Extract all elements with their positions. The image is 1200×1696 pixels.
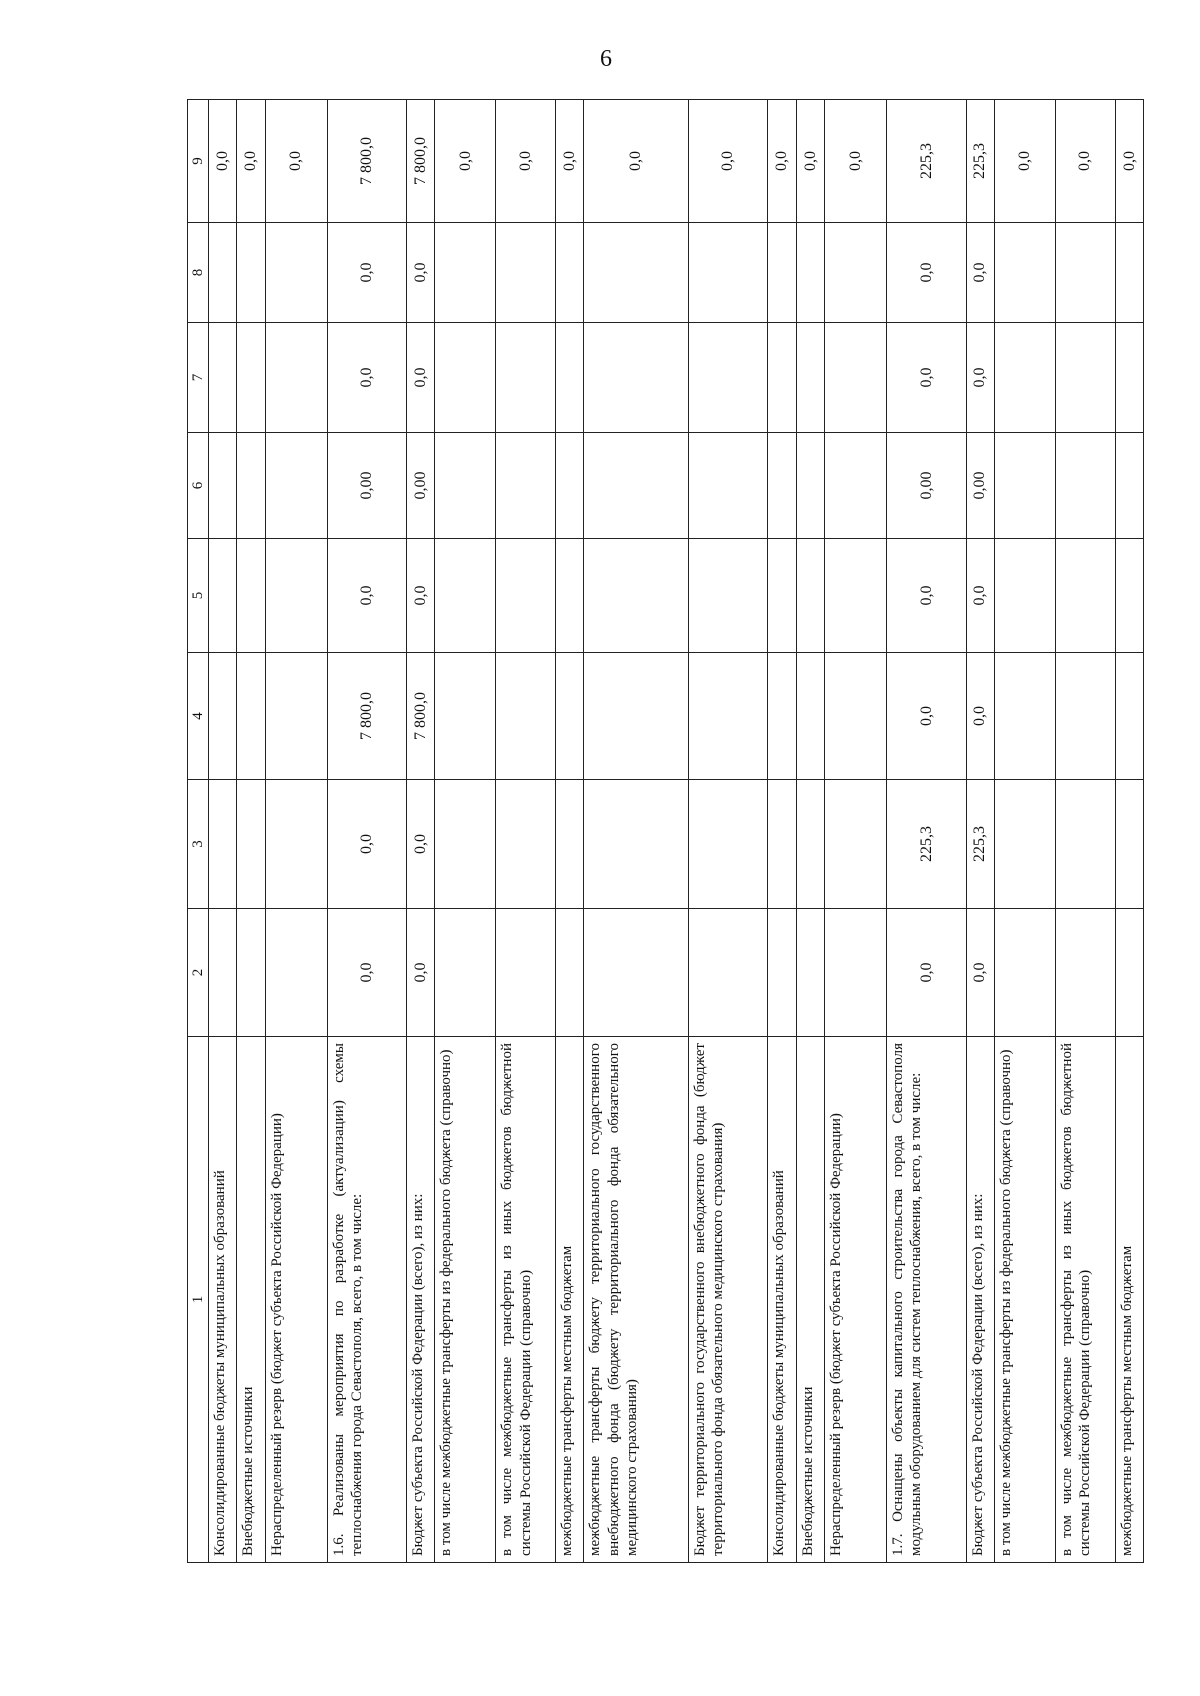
row-description-cell: Внебюджетные источники	[796, 1037, 824, 1563]
value-cell-col-4: 7 800,0	[407, 653, 435, 780]
value-cell-col-3	[265, 780, 327, 909]
value-cell-col-2	[584, 909, 688, 1037]
table-row	[237, 100, 265, 1563]
value-cell-col-9: 0,0	[584, 100, 688, 223]
value-cell-col-5	[435, 539, 496, 653]
value-cell-col-8	[237, 223, 265, 323]
row-description-cell: в том числе межбюджетные трансферты из федерального бюджета (справочно)	[994, 1037, 1055, 1563]
budget-table	[187, 99, 1144, 1563]
value-cell-col-5	[556, 539, 584, 653]
value-cell-col-7	[796, 323, 824, 433]
value-cell-col-8	[209, 223, 237, 323]
value-cell-col-8	[435, 223, 496, 323]
value-cell-col-4	[209, 653, 237, 780]
value-cell-col-4: 7 800,0	[327, 653, 406, 780]
value-cell-col-7	[768, 323, 796, 433]
value-cell-col-9: 0,0	[825, 100, 887, 223]
value-cell-col-7	[265, 323, 327, 433]
value-cell-col-5	[209, 539, 237, 653]
value-cell-col-3	[768, 780, 796, 909]
value-cell-col-2	[688, 909, 767, 1037]
value-cell-col-6	[1115, 433, 1143, 539]
rotated-table-container	[187, 100, 1144, 1563]
value-cell-col-5	[1115, 539, 1143, 653]
value-cell-col-9: 0,0	[1055, 100, 1115, 223]
value-cell-col-2	[796, 909, 824, 1037]
value-cell-col-2	[768, 909, 796, 1037]
value-cell-col-8	[1055, 223, 1115, 323]
value-cell-col-4: 0,0	[966, 653, 994, 780]
row-description-cell: в том числе межбюджетные трансферты из федерального бюджета (справочно)	[435, 1037, 496, 1563]
column-header-6: 6	[188, 433, 209, 539]
value-cell-col-7	[825, 323, 887, 433]
value-cell-col-6	[768, 433, 796, 539]
table-row	[496, 100, 556, 1563]
header-row	[188, 100, 209, 1563]
value-cell-col-6	[237, 433, 265, 539]
row-description-cell: Внебюджетные источники	[237, 1037, 265, 1563]
row-description-cell: Бюджет субъекта Российской Федерации (всего), из них:	[966, 1037, 994, 1563]
value-cell-col-7	[435, 323, 496, 433]
value-cell-col-6	[556, 433, 584, 539]
value-cell-col-6: 0,00	[966, 433, 994, 539]
value-cell-col-3	[688, 780, 767, 909]
value-cell-col-2	[994, 909, 1055, 1037]
column-header-3: 3	[188, 780, 209, 909]
value-cell-col-7	[1055, 323, 1115, 433]
row-description-cell: межбюджетные трансферты местным бюджетам	[1115, 1037, 1143, 1563]
value-cell-col-9: 0,0	[237, 100, 265, 223]
row-description-cell: Нераспределенный резерв (бюджет субъекта Российской Федерации)	[265, 1037, 327, 1563]
table-row	[994, 100, 1055, 1563]
value-cell-col-5	[584, 539, 688, 653]
value-cell-col-9: 0,0	[496, 100, 556, 223]
value-cell-col-9: 0,0	[556, 100, 584, 223]
row-description-cell: Консолидированные бюджеты муниципальных образований	[209, 1037, 237, 1563]
table-row	[407, 100, 435, 1563]
value-cell-col-9: 7 800,0	[327, 100, 406, 223]
value-cell-col-4	[1115, 653, 1143, 780]
table-row	[584, 100, 688, 1563]
value-cell-col-6	[994, 433, 1055, 539]
value-cell-col-5	[688, 539, 767, 653]
value-cell-col-3	[1055, 780, 1115, 909]
value-cell-col-6	[209, 433, 237, 539]
value-cell-col-7	[994, 323, 1055, 433]
table-row	[688, 100, 767, 1563]
value-cell-col-9: 0,0	[435, 100, 496, 223]
value-cell-col-5	[237, 539, 265, 653]
row-description-cell: в том числе межбюджетные трансферты из иных бюджетов бюджетной системы Российской Федерации (справочно)	[1055, 1037, 1115, 1563]
value-cell-col-5	[1055, 539, 1115, 653]
value-cell-col-5	[768, 539, 796, 653]
value-cell-col-9: 7 800,0	[407, 100, 435, 223]
page-number: 6	[600, 46, 612, 72]
value-cell-col-4	[688, 653, 767, 780]
value-cell-col-3: 0,0	[407, 780, 435, 909]
value-cell-col-2	[496, 909, 556, 1037]
row-description-cell: в том числе межбюджетные трансферты из иных бюджетов бюджетной системы Российской Федерации (справочно)	[496, 1037, 556, 1563]
value-cell-col-3	[825, 780, 887, 909]
row-description-cell: Консолидированные бюджеты муниципальных образований	[768, 1037, 796, 1563]
value-cell-col-4	[825, 653, 887, 780]
value-cell-col-7: 0,0	[407, 323, 435, 433]
value-cell-col-3	[435, 780, 496, 909]
value-cell-col-9: 225,3	[966, 100, 994, 223]
value-cell-col-2: 0,0	[966, 909, 994, 1037]
value-cell-col-8	[825, 223, 887, 323]
value-cell-col-2	[237, 909, 265, 1037]
table-row	[556, 100, 584, 1563]
value-cell-col-4	[1055, 653, 1115, 780]
value-cell-col-7	[584, 323, 688, 433]
value-cell-col-2	[435, 909, 496, 1037]
row-description-cell: 1.7. Оснащены объекты капитального строительства города Севастополя модульным оборудованием для систем теплоснабжения, всего, в том числе:	[887, 1037, 966, 1563]
value-cell-col-6	[435, 433, 496, 539]
value-cell-col-3	[556, 780, 584, 909]
value-cell-col-8: 0,0	[407, 223, 435, 323]
table-row	[796, 100, 824, 1563]
value-cell-col-8	[994, 223, 1055, 323]
value-cell-col-5	[994, 539, 1055, 653]
column-header-9: 9	[188, 100, 209, 223]
table-row	[768, 100, 796, 1563]
value-cell-col-4	[496, 653, 556, 780]
row-description-cell: 1.6. Реализованы мероприятия по разработке (актуализации) схемы теплоснабжения города Севастополя, всего, в том числе:	[327, 1037, 406, 1563]
table-body	[209, 100, 1144, 1563]
value-cell-col-8: 0,0	[887, 223, 966, 323]
value-cell-col-4	[584, 653, 688, 780]
table-row	[435, 100, 496, 1563]
column-header-8: 8	[188, 223, 209, 323]
value-cell-col-5: 0,0	[327, 539, 406, 653]
value-cell-col-3	[1115, 780, 1143, 909]
column-header-1: 1	[188, 1037, 209, 1563]
value-cell-col-6: 0,00	[407, 433, 435, 539]
row-description-cell: Бюджет территориального государственного внебюджетного фонда (бюджет территориального фонда обязательного медицинского страхования)	[688, 1037, 767, 1563]
value-cell-col-5	[496, 539, 556, 653]
value-cell-col-7	[556, 323, 584, 433]
value-cell-col-9: 0,0	[688, 100, 767, 223]
value-cell-col-8	[796, 223, 824, 323]
value-cell-col-2	[1055, 909, 1115, 1037]
row-description-cell: Бюджет субъекта Российской Федерации (всего), из них:	[407, 1037, 435, 1563]
value-cell-col-6	[496, 433, 556, 539]
value-cell-col-8	[496, 223, 556, 323]
row-description-cell: Нераспределенный резерв (бюджет субъекта Российской Федерации)	[825, 1037, 887, 1563]
column-header-4: 4	[188, 653, 209, 780]
value-cell-col-8: 0,0	[327, 223, 406, 323]
value-cell-col-2: 0,0	[887, 909, 966, 1037]
value-cell-col-8	[1115, 223, 1143, 323]
value-cell-col-9: 0,0	[265, 100, 327, 223]
value-cell-col-3	[796, 780, 824, 909]
value-cell-col-3	[496, 780, 556, 909]
value-cell-col-6: 0,00	[327, 433, 406, 539]
value-cell-col-8	[265, 223, 327, 323]
table-row	[1115, 100, 1143, 1563]
value-cell-col-3: 0,0	[327, 780, 406, 909]
value-cell-col-6: 0,00	[887, 433, 966, 539]
value-cell-col-7: 0,0	[887, 323, 966, 433]
value-cell-col-5: 0,0	[887, 539, 966, 653]
value-cell-col-8	[584, 223, 688, 323]
value-cell-col-6	[584, 433, 688, 539]
value-cell-col-3: 225,3	[887, 780, 966, 909]
value-cell-col-4	[265, 653, 327, 780]
value-cell-col-9: 0,0	[796, 100, 824, 223]
value-cell-col-6	[265, 433, 327, 539]
value-cell-col-4	[237, 653, 265, 780]
table-row	[265, 100, 327, 1563]
value-cell-col-7	[209, 323, 237, 433]
column-header-2: 2	[188, 909, 209, 1037]
column-header-5: 5	[188, 539, 209, 653]
value-cell-col-4	[556, 653, 584, 780]
value-cell-col-2	[1115, 909, 1143, 1037]
table-row	[825, 100, 887, 1563]
value-cell-col-3	[209, 780, 237, 909]
value-cell-col-6	[1055, 433, 1115, 539]
value-cell-col-8	[556, 223, 584, 323]
value-cell-col-9: 0,0	[994, 100, 1055, 223]
value-cell-col-9: 0,0	[209, 100, 237, 223]
value-cell-col-9: 0,0	[768, 100, 796, 223]
value-cell-col-8	[768, 223, 796, 323]
value-cell-col-6	[796, 433, 824, 539]
value-cell-col-8: 0,0	[966, 223, 994, 323]
value-cell-col-7	[496, 323, 556, 433]
row-description-cell: межбюджетные трансферты местным бюджетам	[556, 1037, 584, 1563]
value-cell-col-5	[265, 539, 327, 653]
value-cell-col-5	[825, 539, 887, 653]
value-cell-col-6	[825, 433, 887, 539]
table-row	[966, 100, 994, 1563]
value-cell-col-4	[768, 653, 796, 780]
table-row	[1055, 100, 1115, 1563]
value-cell-col-9: 225,3	[887, 100, 966, 223]
value-cell-col-9: 0,0	[1115, 100, 1143, 223]
table-row	[887, 100, 966, 1563]
value-cell-col-7	[1115, 323, 1143, 433]
value-cell-col-4	[994, 653, 1055, 780]
value-cell-col-5: 0,0	[407, 539, 435, 653]
value-cell-col-3	[994, 780, 1055, 909]
value-cell-col-5: 0,0	[966, 539, 994, 653]
value-cell-col-5	[796, 539, 824, 653]
value-cell-col-2	[825, 909, 887, 1037]
value-cell-col-7	[237, 323, 265, 433]
value-cell-col-7: 0,0	[327, 323, 406, 433]
value-cell-col-4	[435, 653, 496, 780]
value-cell-col-3	[584, 780, 688, 909]
row-description-cell: межбюджетные трансферты бюджету территориального государственного внебюджетного фонда (бюджету территориального фонда обязательного медицинского страхования)	[584, 1037, 688, 1563]
column-header-7: 7	[188, 323, 209, 433]
value-cell-col-3	[237, 780, 265, 909]
value-cell-col-4: 0,0	[887, 653, 966, 780]
value-cell-col-2: 0,0	[407, 909, 435, 1037]
value-cell-col-2	[209, 909, 237, 1037]
value-cell-col-7	[688, 323, 767, 433]
value-cell-col-8	[688, 223, 767, 323]
value-cell-col-4	[796, 653, 824, 780]
value-cell-col-7: 0,0	[966, 323, 994, 433]
table-row	[327, 100, 406, 1563]
value-cell-col-2	[556, 909, 584, 1037]
value-cell-col-2: 0,0	[327, 909, 406, 1037]
value-cell-col-6	[688, 433, 767, 539]
table-row	[209, 100, 237, 1563]
value-cell-col-3: 225,3	[966, 780, 994, 909]
value-cell-col-2	[265, 909, 327, 1037]
